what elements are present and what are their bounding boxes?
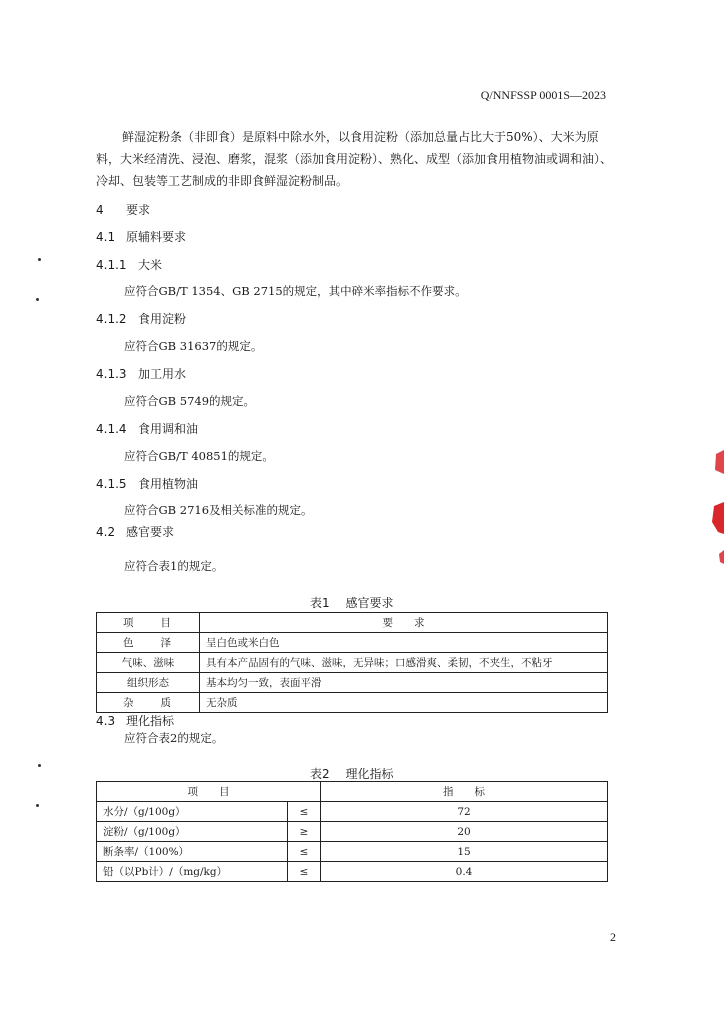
table-cell: 杂 质: [97, 693, 200, 713]
table-cell: 组织形态: [97, 673, 200, 693]
section-title: 原辅料要求: [126, 230, 187, 244]
section-title: 理化指标: [126, 714, 175, 728]
section-4-1-4-text: 应符合GB/T 40851的规定。: [124, 449, 274, 463]
table-row: [97, 802, 608, 822]
table-cell: 断条率/（100%）: [97, 842, 288, 862]
table-row: [97, 842, 608, 862]
section-4-1-2-heading: [96, 310, 186, 327]
section-title: 加工用水: [138, 367, 187, 381]
table-cell: 水分/（g/100g）: [97, 802, 288, 822]
table-cell: 色 泽: [97, 633, 200, 653]
section-4-3-heading: [96, 712, 174, 729]
table-cell: 0.4: [321, 862, 608, 882]
table-cell: 气味、滋味: [97, 653, 200, 673]
section-4-1-5-heading: [96, 475, 198, 492]
intro-paragraph: 鲜湿淀粉条（非即食）是原料中除水外，以食用淀粉（添加总量占比大于50%）、大米为原料，大米经清洗、浸泡、磨浆，混浆（添加食用淀粉）、熟化、成型（添加食用植物油或调和油）、冷却、包装等工艺制成的非即食鲜湿淀粉制品。: [96, 130, 613, 188]
section-number: 4.1.3: [96, 367, 127, 381]
table-cell: 铅（以Pb计）/（mg/kg）: [97, 862, 288, 882]
standard-number: Q/NNFSSP 0001S—2023: [480, 88, 606, 102]
scan-speck: [36, 804, 39, 807]
scan-speck: [36, 298, 39, 301]
table-cell: 基本均匀一致，表面平滑: [200, 673, 608, 693]
seal-mark: [715, 450, 724, 474]
section-title: 感官要求: [126, 525, 175, 539]
section-4-1-heading: [96, 228, 186, 245]
table-cell: 具有本产品固有的气味、滋味，无异味；口感滑爽、柔韧，不夹生，不粘牙: [200, 653, 608, 673]
section-number: 4.3: [96, 714, 116, 728]
section-title: 要求: [126, 203, 151, 217]
section-number: 4.1.4: [96, 422, 127, 436]
table-row: [97, 653, 608, 673]
table-header-row: [97, 613, 608, 633]
section-4-1-3-text: 应符合GB 5749的规定。: [124, 394, 256, 408]
seal-mark: [719, 550, 724, 564]
section-4-1-1-text: 应符合GB/T 1354、GB 2715的规定，其中碎米率指标不作要求。: [124, 284, 467, 298]
section-number: 4.2: [96, 525, 116, 539]
seal-stamp-fragment: [710, 440, 724, 570]
section-number: 4.1: [96, 230, 116, 244]
table-header-cell: 指 标: [321, 782, 608, 802]
table-row: [97, 673, 608, 693]
table-header-row: [97, 782, 608, 802]
table-cell: ≤: [288, 842, 321, 862]
table-header-cell: 项 目: [97, 782, 321, 802]
table-cell: 淀粉/（g/100g）: [97, 822, 288, 842]
table-cell: ≤: [288, 862, 321, 882]
table-cell: ≤: [288, 802, 321, 822]
table-cell: ≥: [288, 822, 321, 842]
table-row: [97, 693, 608, 713]
section-4-1-5-text: 应符合GB 2716及相关标准的规定。: [124, 503, 313, 517]
table-header-cell: 要 求: [200, 613, 608, 633]
physicochemical-table: [96, 781, 608, 882]
scan-speck: [38, 764, 41, 767]
section-4-2-text: 应符合表1的规定。: [124, 559, 224, 573]
table-header-cell: 项 目: [97, 613, 200, 633]
table-row: [97, 633, 608, 653]
sensory-requirements-table: [96, 612, 608, 713]
seal-mark: [712, 502, 724, 534]
table-cell: 无杂质: [200, 693, 608, 713]
table-cell: 呈白色或米白色: [200, 633, 608, 653]
table-row: [97, 862, 608, 882]
section-4-heading: [96, 201, 150, 218]
table-row: [97, 822, 608, 842]
scan-speck: [38, 258, 41, 261]
section-title: 食用植物油: [138, 477, 199, 491]
section-title: 食用调和油: [138, 422, 199, 436]
section-4-2-heading: [96, 523, 174, 540]
section-4-1-3-heading: [96, 365, 186, 382]
section-4-1-2-text: 应符合GB 31637的规定。: [124, 339, 263, 353]
section-number: 4.1.5: [96, 477, 127, 491]
section-title: 大米: [138, 258, 163, 272]
section-4-1-1-heading: [96, 256, 162, 273]
section-title: 食用淀粉: [138, 312, 187, 326]
table-cell: 20: [321, 822, 608, 842]
section-4-3-text: 应符合表2的规定。: [124, 731, 224, 745]
table2-caption: 表2 理化指标: [310, 767, 394, 781]
section-4-1-4-heading: [96, 420, 198, 437]
section-number: 4: [96, 203, 104, 217]
table1-caption: 表1 感官要求: [310, 596, 394, 610]
section-number: 4.1.1: [96, 258, 127, 272]
page-number: 2: [610, 930, 616, 944]
table-cell: 15: [321, 842, 608, 862]
section-number: 4.1.2: [96, 312, 127, 326]
table-cell: 72: [321, 802, 608, 822]
